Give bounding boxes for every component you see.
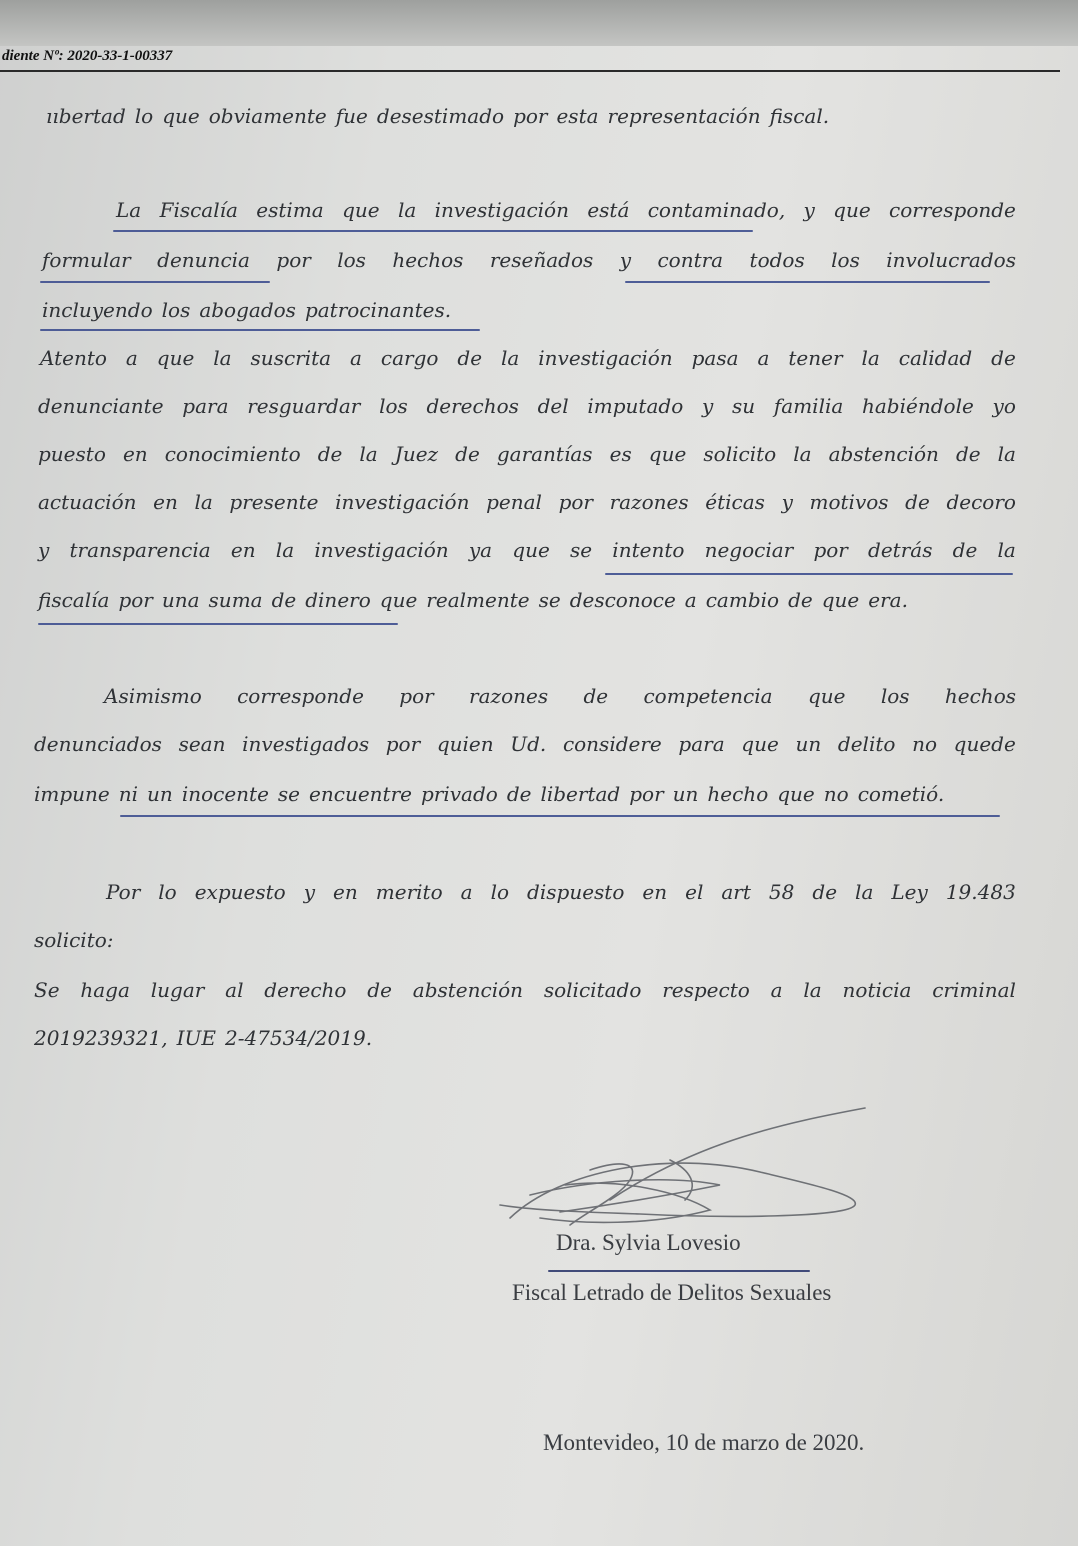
scan-edge <box>0 0 1078 46</box>
pen-underline <box>40 281 270 283</box>
pen-underline <box>38 623 398 625</box>
body-line: solicito: <box>34 928 114 952</box>
pen-underline <box>605 573 1013 575</box>
body-line: impune ni un inocente se encuentre privado de libertad por un hecho que no cometió. <box>34 782 945 806</box>
document-header <box>0 48 1060 72</box>
body-line: denunciados sean investigados por quien Ud. considere para que un delito no quede <box>34 732 1016 756</box>
signatory-name: Dra. Sylvia Lovesio <box>556 1230 741 1255</box>
body-line: Asimismo corresponde por razones de competencia que los hechos <box>104 684 1016 708</box>
body-line: La Fiscalía estima que la investigación está contaminado, y que corresponde <box>116 198 1016 222</box>
body-line: fiscalía por una suma de dinero que realmente se desconoce a cambio de que era. <box>38 588 908 612</box>
body-line: denunciante para resguardar los derechos del imputado y su familia habiéndole yo <box>38 394 1016 418</box>
body-line: ııbertad lo que obviamente fue desestimado por esta representación fiscal. <box>46 104 830 128</box>
pen-underline <box>120 815 1000 817</box>
body-line: y transparencia en la investigación ya que se intento negociar por detrás de la <box>38 538 1016 562</box>
signatory-title: Fiscal Letrado de Delitos Sexuales <box>512 1280 832 1305</box>
body-line: Se haga lugar al derecho de abstención solicitado respecto a la noticia criminal <box>34 978 1016 1002</box>
pen-underline <box>548 1270 810 1272</box>
body-line: Por lo expuesto y en merito a lo dispuesto en el art 58 de la Ley 19.483 <box>106 880 1016 904</box>
document-date: Montevideo, 10 de marzo de 2020. <box>543 1430 865 1455</box>
pen-underline <box>113 230 753 232</box>
expediente-number: diente Nº: 2020-33-1-00337 <box>2 48 173 64</box>
body-line: incluyendo los abogados patrocinantes. <box>42 298 452 322</box>
body-line: Atento a que la suscrita a cargo de la investigación pasa a tener la calidad de <box>40 346 1016 370</box>
body-line: puesto en conocimiento de la Juez de garantías es que solicito la abstención de la <box>38 442 1016 466</box>
pen-underline <box>40 329 480 331</box>
body-line: 2019239321, IUE 2-47534/2019. <box>34 1026 373 1050</box>
body-line: actuación en la presente investigación penal por razones éticas y motivos de decoro <box>38 490 1016 514</box>
body-line: formular denuncia por los hechos reseñados y contra todos los involucrados <box>42 248 1016 272</box>
pen-underline <box>625 281 990 283</box>
